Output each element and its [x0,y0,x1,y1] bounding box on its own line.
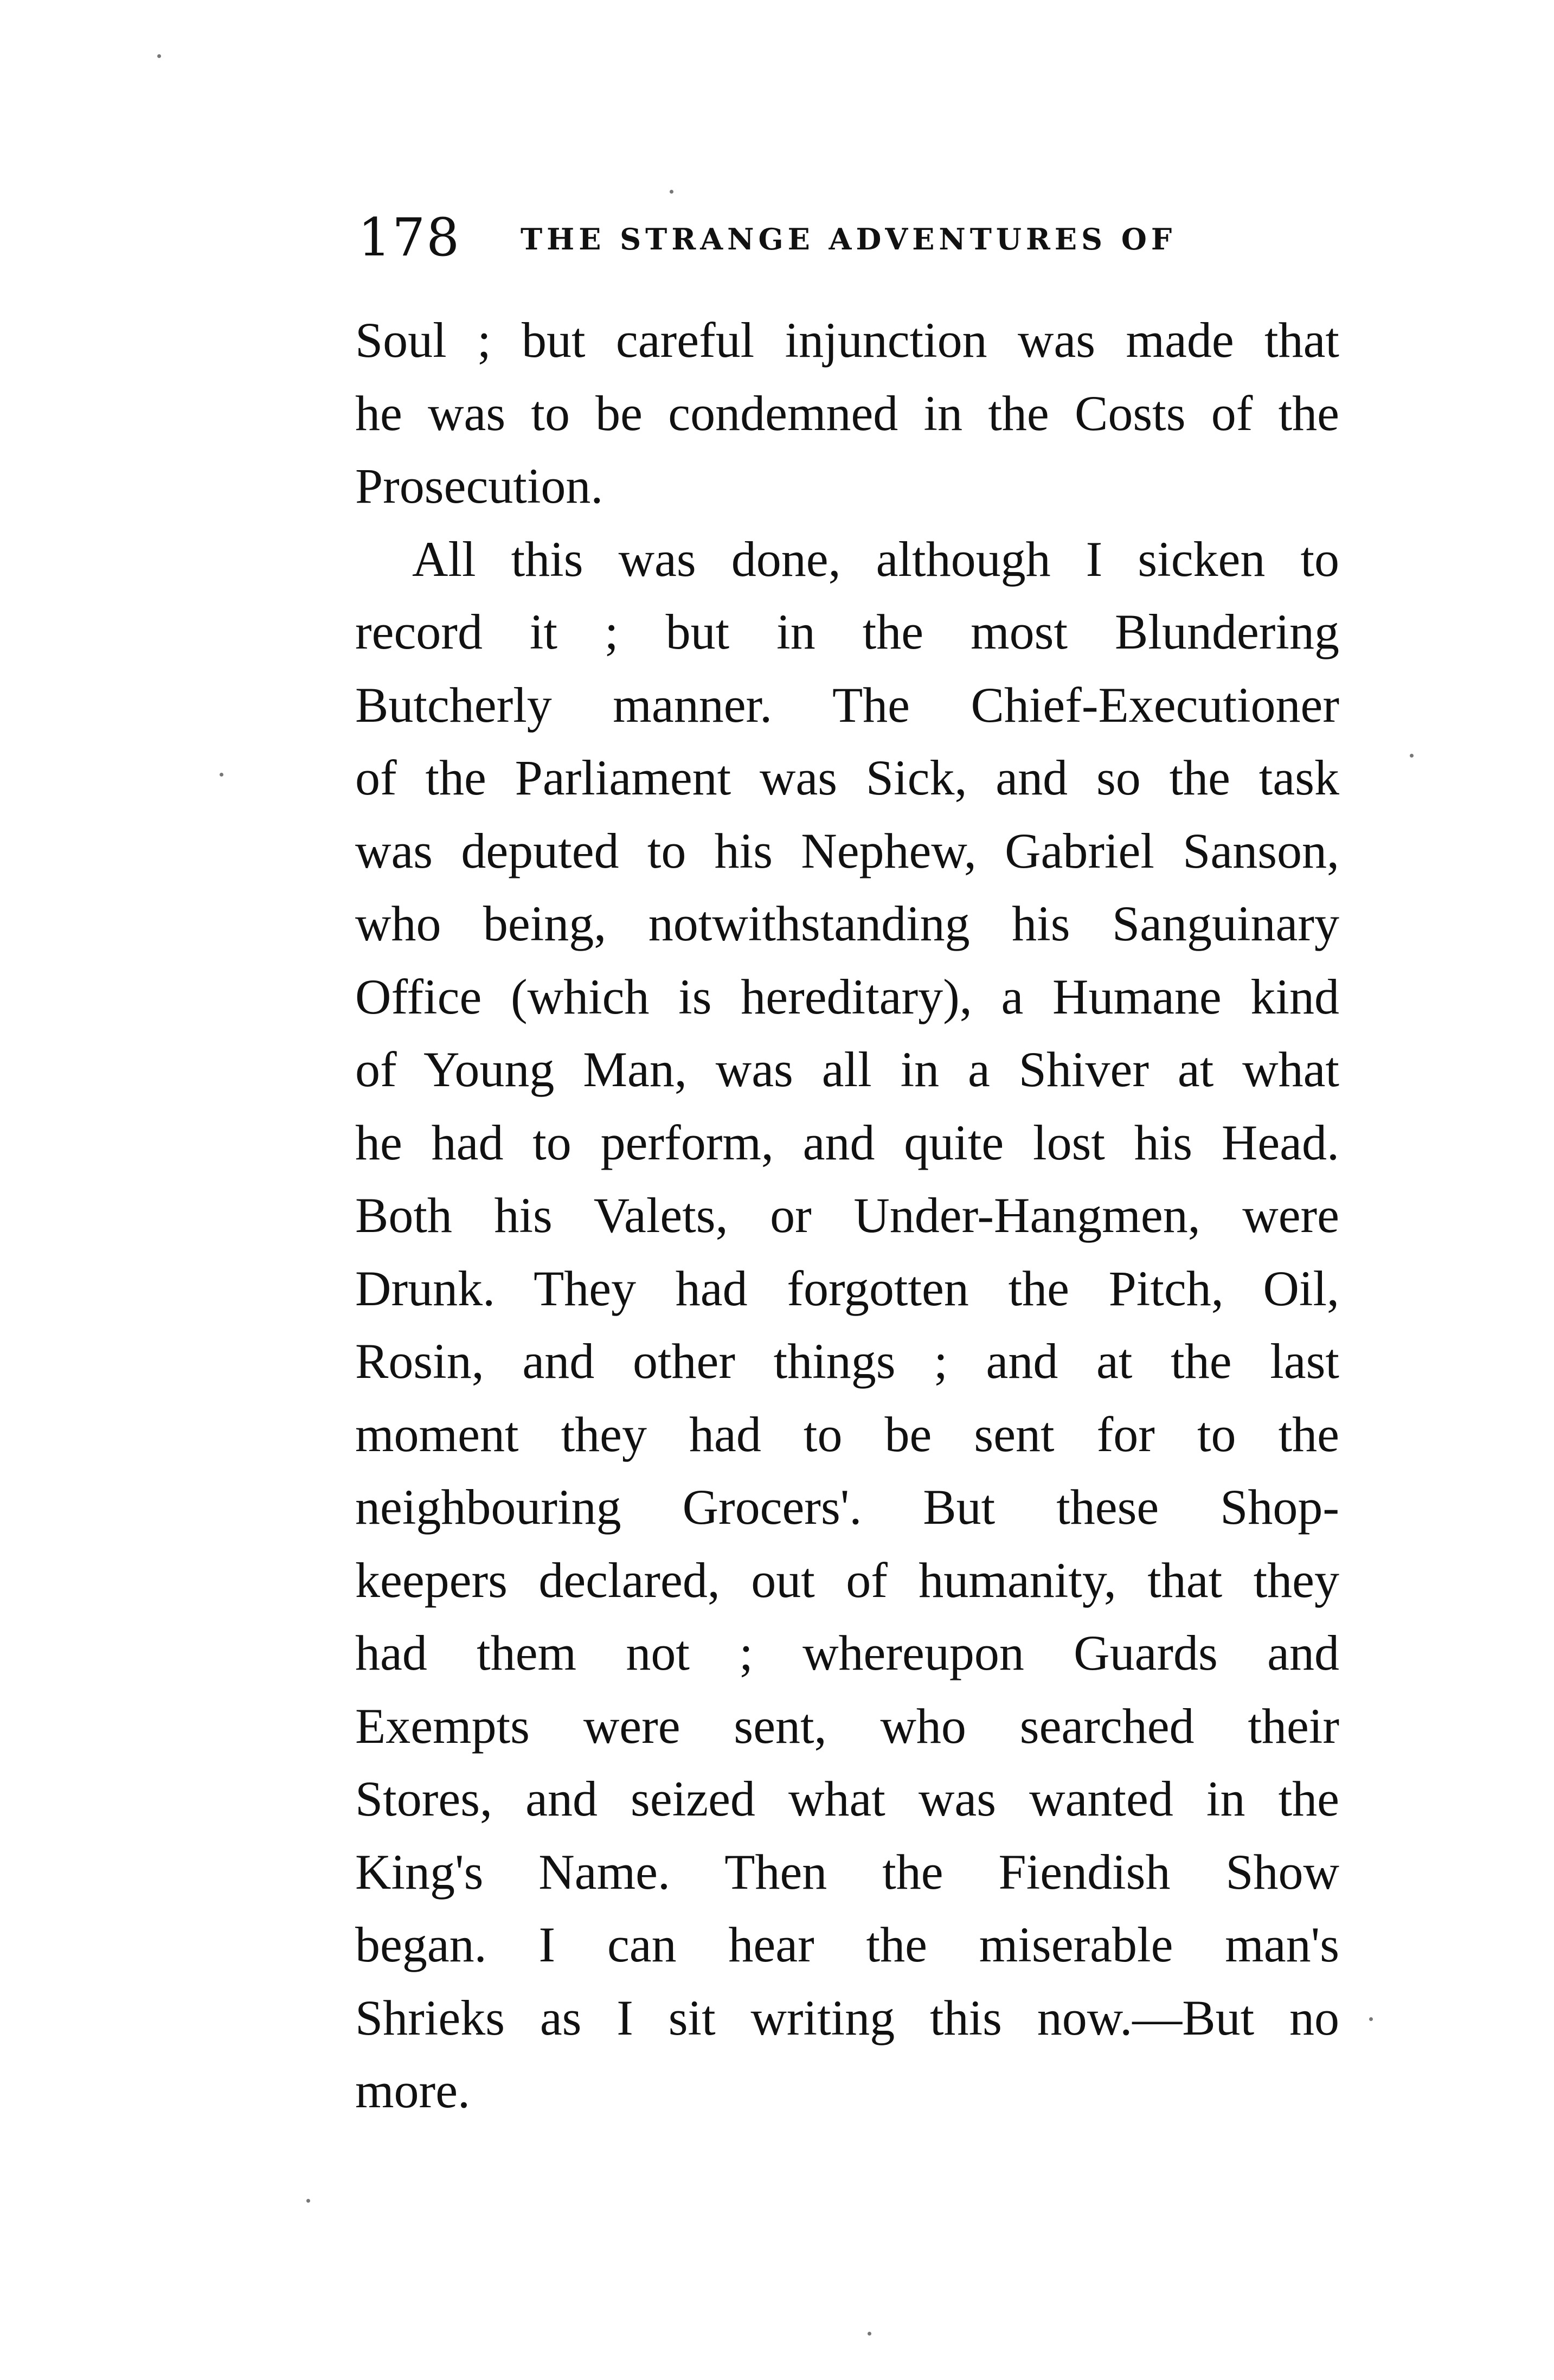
text-line: began. I can hear the miserable man's [355,1917,1339,1972]
text-line: neighbouring Grocers'. But these Shop- [355,1479,1339,1535]
page-number: 178 [358,207,461,268]
paper-speck [157,54,161,58]
text-line: had them not ; whereupon Guards and [355,1625,1339,1680]
paper-speck [306,2199,310,2203]
paper-speck [670,190,673,194]
text-line: of Young Man, was all in a Shiver at what [355,1042,1339,1097]
running-title: THE STRANGE ADVENTURES OF [521,222,1177,256]
text-line: who being, notwithstanding his Sanguinary [355,896,1339,951]
text-line: Office (which is hereditary), a Humane kind [355,968,1339,1024]
text-line: All this was done, although I sicken to [412,531,1339,587]
paper-speck [868,2332,871,2336]
text-line: keepers declared, out of humanity, that they [355,1552,1339,1608]
text-line: Butcherly manner. The Chief-Executioner [355,677,1339,733]
text-line: he had to perform, and quite lost his Head. [355,1114,1339,1170]
text-line: Exempts were sent, who searched their [355,1698,1339,1754]
text-line: more. [355,2063,471,2118]
paper-speck [1369,2017,1373,2021]
paper-speck [1410,754,1414,758]
text-line: King's Name. Then the Fiendish Show [355,1844,1339,1900]
text-line: Both his Valets, or Under-Hangmen, were [355,1188,1339,1243]
text-line: record it ; but in the most Blundering [355,604,1339,659]
page-header [358,207,1350,287]
text-line: Shrieks as I sit writing this now.—But no [355,1990,1339,2045]
body-text [355,304,1339,2127]
text-line: Drunk. They had forgotten the Pitch, Oil, [355,1260,1339,1316]
text-line: Prosecution. [355,458,603,514]
text-line: moment they had to be sent for to the [355,1406,1339,1462]
text-line: Soul ; but careful injunction was made that [355,312,1339,368]
text-line: of the Parliament was Sick, and so the task [355,750,1339,805]
text-line: Rosin, and other things ; and at the last [355,1333,1339,1389]
text-line: he was to be condemned in the Costs of the [355,385,1339,441]
text-line: was deputed to his Nephew, Gabriel Sanson, [355,823,1339,878]
text-line: Stores, and seized what was wanted in the [355,1771,1339,1826]
paper-speck [220,773,223,777]
